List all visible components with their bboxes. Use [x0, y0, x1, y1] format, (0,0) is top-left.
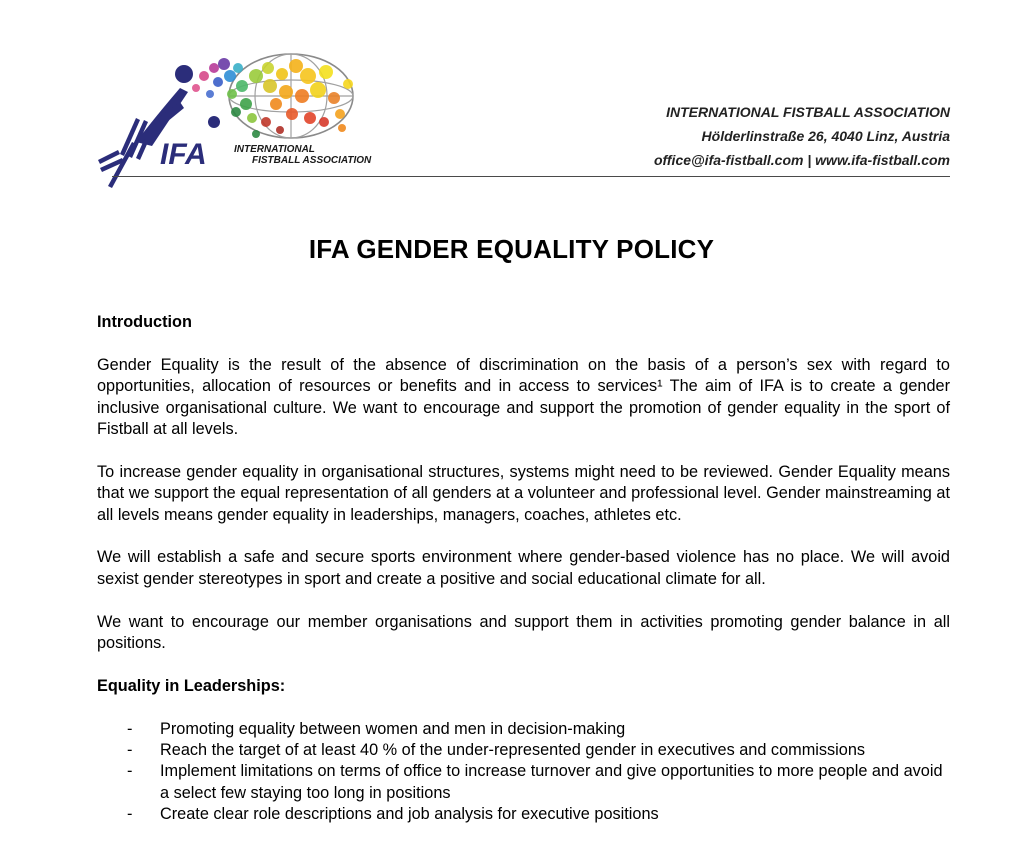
- list-item-text: Create clear role descriptions and job analysis for executive positions: [160, 805, 659, 824]
- org-name: INTERNATIONAL FISTBALL ASSOCIATION: [666, 104, 950, 120]
- list-item: [97, 740, 950, 761]
- bullet-dash: -: [127, 741, 133, 760]
- letterhead-contact-block: [654, 100, 950, 172]
- bullet-dash: -: [127, 805, 133, 824]
- list-item: [97, 804, 950, 825]
- paragraph-3: We will establish a safe and secure sports environment where gender-based violence has no place. We will avoid sexist gender stereotypes in sport and create a positive and social educational climate for all.: [97, 548, 950, 588]
- list-item: [97, 719, 950, 740]
- list-item: [97, 761, 950, 804]
- svg-text:IFA: IFA: [160, 138, 207, 171]
- list-item-text: Reach the target of at least 40 % of the under-represented gender in executives and commissions: [160, 741, 866, 760]
- paragraph-1: Gender Equality is the result of the absence of discrimination on the basis of a person’s sex with regard to opportunities, allocation of resources or benefits and in access to services¹ The aim of IFA is to create a gender inclusive organisational culture. We want to encourage and support the promotion of gender equality in the sport of Fistball at all levels.: [97, 355, 950, 439]
- leadership-bullet-list: [97, 719, 950, 826]
- org-contact: office@ifa-fistball.com | www.ifa-fistball.com: [653, 152, 950, 168]
- header-divider: [112, 176, 950, 177]
- ifa-logo: [96, 46, 396, 196]
- logo-text-line2: FISTBALL ASSOCIATION: [252, 155, 372, 166]
- list-item-text: Promoting equality between women and men in decision-making: [160, 719, 626, 738]
- paragraph-2: To increase gender equality in organisational structures, systems might need to be reviewed. Gender Equality means that we support the equal representation of all genders at a volunteer and professional level. Gender mainstreaming at all levels means gender equality in leaderships, managers, coaches, athletes etc.: [97, 462, 950, 524]
- bullet-dash: -: [127, 719, 133, 738]
- bullet-dash: -: [127, 762, 133, 781]
- ifa-globe-logo-graphic: [96, 46, 396, 196]
- logo-text-line1: INTERNATIONAL: [234, 144, 315, 155]
- section-heading-introduction: Introduction: [97, 313, 192, 331]
- logo-wordmark: [234, 144, 371, 166]
- section-heading-leaderships: Equality in Leaderships:: [97, 676, 286, 695]
- org-address: Hölderlinstraße 26, 4040 Linz, Austria: [701, 128, 950, 144]
- document-body: [97, 312, 950, 826]
- document-title: IFA GENDER EQUALITY POLICY: [308, 234, 715, 264]
- list-item-text: Implement limitations on terms of office to increase turnover and give opportunities to more people and avoid a select few staying too long in positions: [160, 762, 943, 802]
- paragraph-4: We want to encourage our member organisations and support them in activities promoting gender balance in all positions.: [97, 612, 950, 653]
